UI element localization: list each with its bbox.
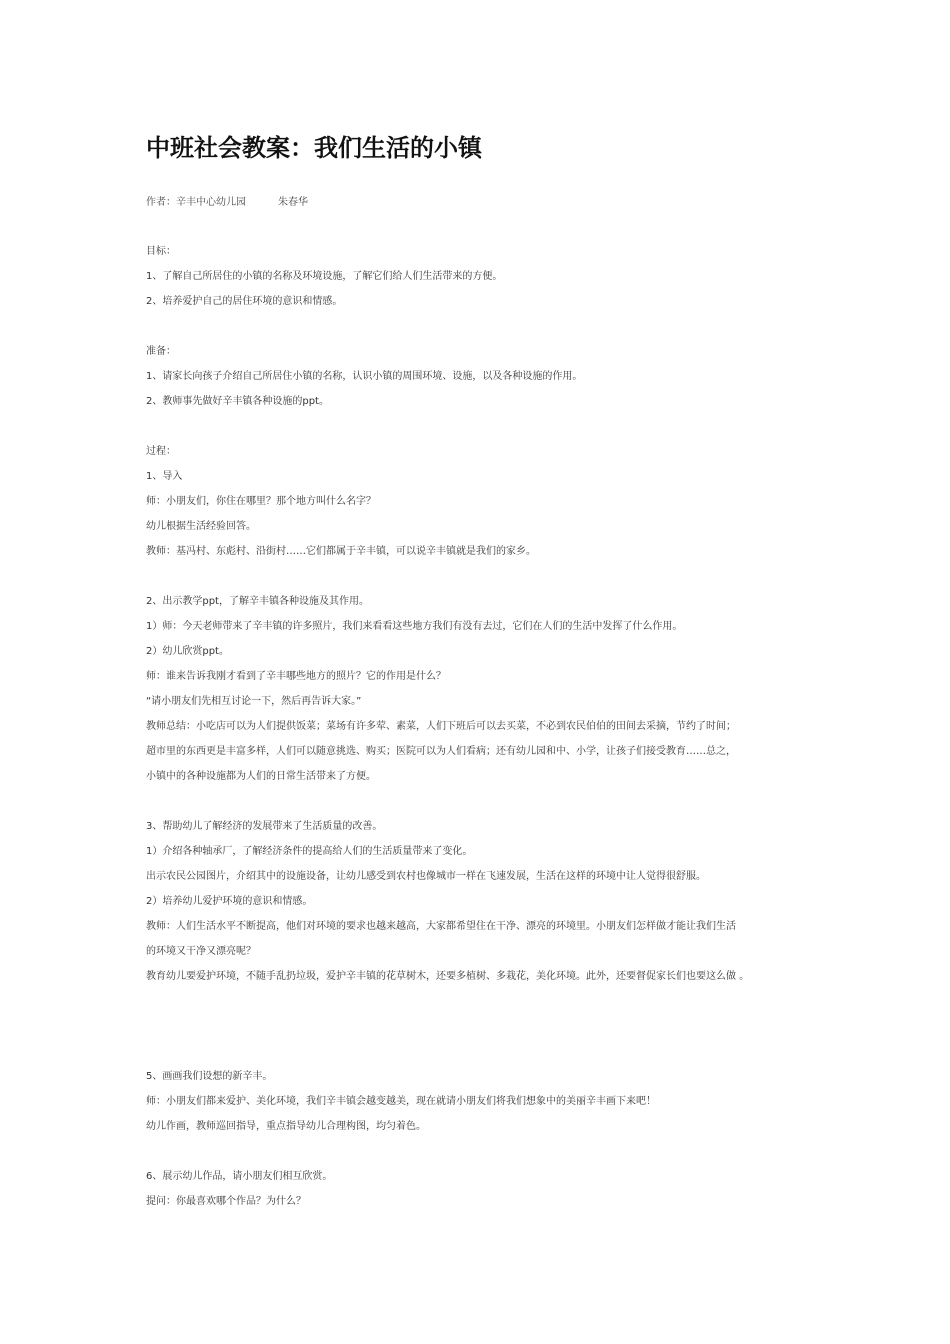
paragraph-line: 2、培养爱护自己的居住环境的意识和情感。 [146,296,343,307]
paragraph-line: 6、展示幼儿作品，请小朋友们相互欣赏。 [146,1171,333,1182]
paragraph-line: 准备： [146,346,176,357]
paragraph-line: 2、出示教学ppt，了解辛丰镇各种设施及其作用。 [146,596,369,607]
paragraph-line: 1）介绍各种轴承厂，了解经济条件的提高给人们的生活质量带来了变化。 [146,846,473,857]
blank-line [146,789,826,814]
paragraph-line: 的环境又干净又漂亮呢？ [146,946,256,957]
paragraph-line: 1、了解自己所居住的小镇的名称及环境设施，了解它们给人们生活带来的方便。 [146,271,503,282]
paragraph-line: 目标： [146,246,176,257]
paragraph-line: 师：谁来告诉我刚才看到了辛丰哪些地方的照片？它的作用是什么？ [146,671,446,682]
paragraph-line: 教师：基冯村、东彪村、沿街村……它们都属于辛丰镇，可以说辛丰镇就是我们的家乡。 [146,546,536,557]
paragraph-line: “请小朋友们先相互讨论一下，然后再告诉大家。” [146,696,362,707]
document-body [146,239,826,1214]
paragraph-line: 师：小朋友们，你住在哪里？那个地方叫什么名字？ [146,496,376,507]
paragraph-line: 1、导入 [146,471,183,482]
author-label: 作者：辛丰中心幼儿园 [146,197,246,208]
blank-line [146,564,826,589]
paragraph-line: 3、帮助幼儿了解经济的发展带来了生活质量的改善。 [146,821,383,832]
blank-line [146,989,826,1014]
blank-line [146,1139,826,1164]
document-page [146,128,826,1214]
paragraph-line: 过程： [146,446,176,457]
paragraph-line: 师：小朋友们都来爱护、美化环境，我们辛丰镇会越变越美，现在就请小朋友们将我们想象中的美丽辛丰画下来吧！ [146,1096,656,1107]
paragraph-line: 2、教师事先做好辛丰镇各种设施的ppt。 [146,396,329,407]
paragraph-line: 幼儿根据生活经验回答。 [146,521,256,532]
paragraph-line: 小镇中的各种设施都为人们的日常生活带来了方便。 [146,771,376,782]
paragraph-line: 2）培养幼儿爱护环境的意识和情感。 [146,896,313,907]
blank-line [146,1014,826,1039]
paragraph-line: 出示农民公园图片，介绍其中的设施设备，让幼儿感受到农村也像城市一样在飞速发展，生活在这样的环境中让人觉得很舒服。 [146,871,706,882]
blank-line [146,314,826,339]
document-title: 中班社会教案：我们生活的小镇 [146,134,482,162]
paragraph-line: 幼儿作画，教师巡回指导，重点指导幼儿合理构图，均匀着色。 [146,1121,426,1132]
paragraph-line: 教师总结：小吃店可以为人们提供饭菜；菜场有许多荤、素菜，人们下班后可以去买菜，不必到农民伯伯的田间去采摘，节约了时间； [146,721,736,732]
blank-line [146,1039,826,1064]
paragraph-line: 超市里的东西更是丰富多样，人们可以随意挑选、购买；医院可以为人们看病；还有幼儿园和中、小学，让孩子们接受教育……总之， [146,746,736,757]
paragraph-line: 1、请家长向孩子介绍自己所居住小镇的名称，认识小镇的周围环境、设施，以及各种设施的作用。 [146,371,583,382]
paragraph-line: 2）幼儿欣赏ppt。 [146,646,229,657]
paragraph-line: 1）师：今天老师带来了辛丰镇的许多照片，我们来看看这些地方我们有没有去过，它们在人们的生活中发挥了什么作用。 [146,621,683,632]
author-line [146,193,826,213]
paragraph-line: 提问：你最喜欢哪个作品？为什么？ [146,1196,306,1207]
paragraph-line: 教育幼儿要爱护环境，不随手乱扔垃圾，爱护辛丰镇的花草树木，还要多植树、多栽花，美化环境。此外，还要督促家长们也要这么做 。 [146,971,750,982]
paragraph-line: 5、画画我们设想的新辛丰。 [146,1071,273,1082]
blank-line [146,414,826,439]
author-name: 朱春华 [278,197,308,208]
paragraph-line: 教师：人们生活水平不断提高，他们对环境的要求也越来越高，大家都希望住在干净、漂亮的环境里。小朋友们怎样做才能让我们生活 [146,921,736,932]
